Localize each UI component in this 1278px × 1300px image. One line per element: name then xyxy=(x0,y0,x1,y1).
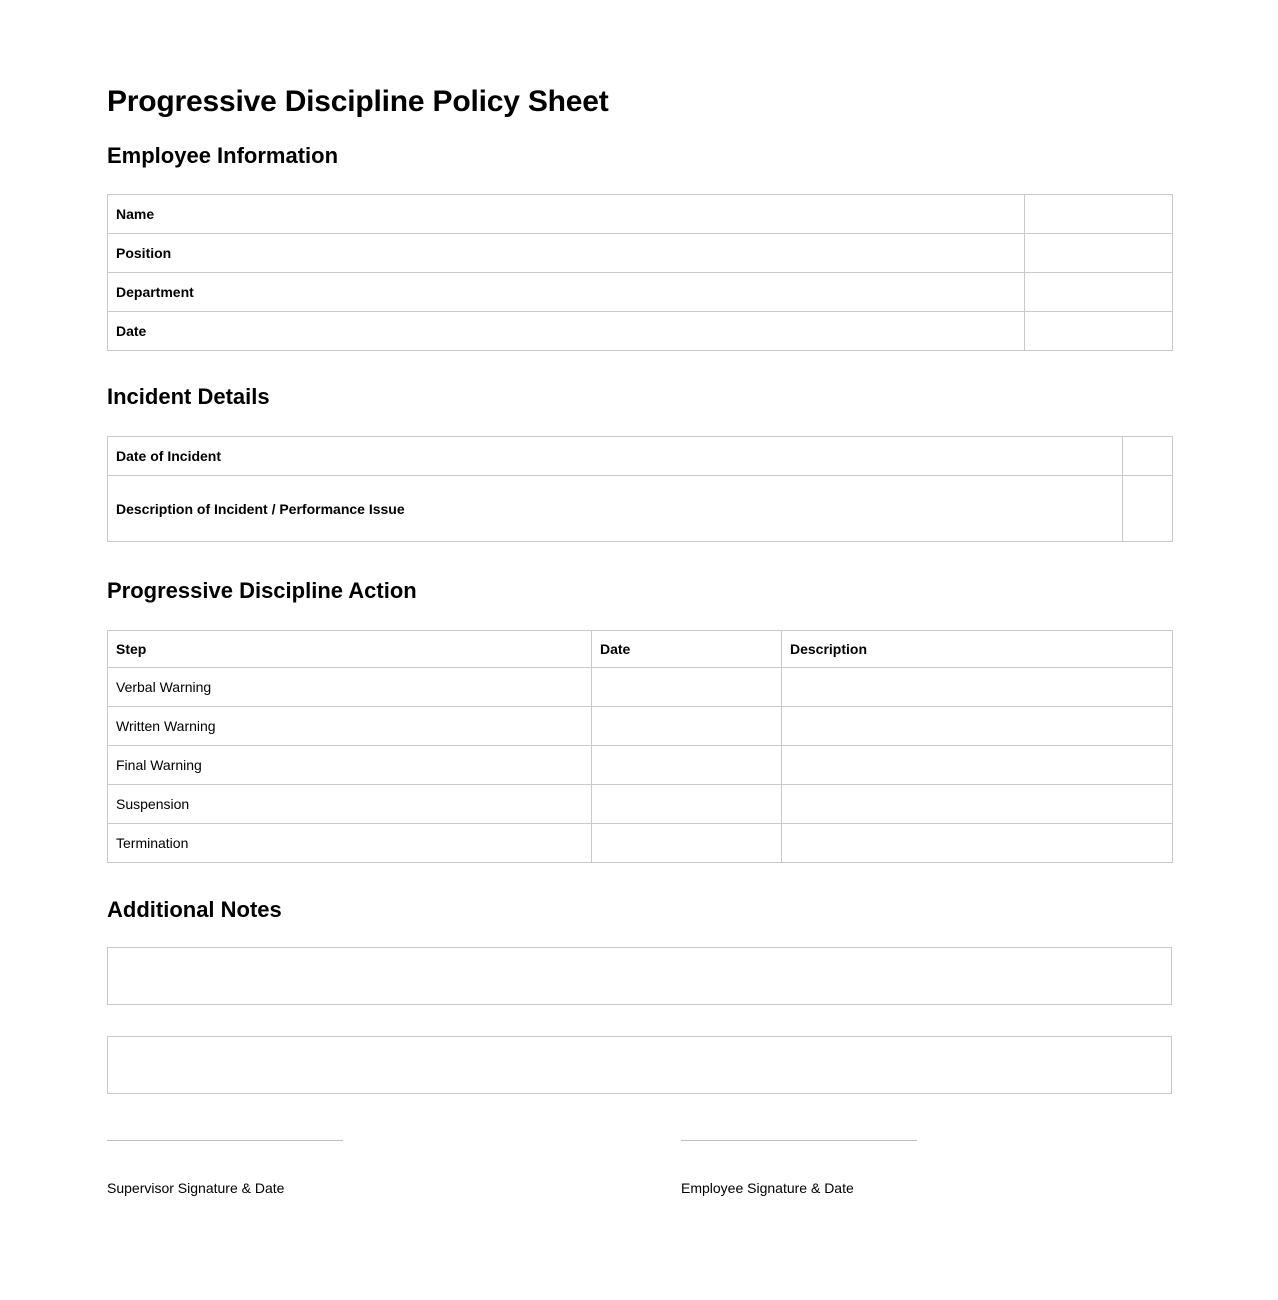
discipline-step-written-warning: Written Warning xyxy=(108,707,592,746)
supervisor-signature-label: Supervisor Signature & Date xyxy=(107,1180,285,1196)
discipline-description-verbal-warning[interactable] xyxy=(782,668,1173,707)
employee-information-section xyxy=(107,143,338,169)
additional-notes-section xyxy=(107,897,282,923)
signature-section xyxy=(107,1140,1172,1220)
discipline-step-suspension: Suspension xyxy=(108,785,592,824)
discipline-action-table xyxy=(107,630,1173,863)
additional-notes-box-1[interactable] xyxy=(107,947,1172,1005)
incident-description-value[interactable] xyxy=(1123,476,1173,542)
discipline-description-written-warning[interactable] xyxy=(782,707,1173,746)
table-row xyxy=(108,312,1173,351)
discipline-date-termination[interactable] xyxy=(592,824,782,863)
column-header-step: Step xyxy=(108,631,592,668)
discipline-step-final-warning: Final Warning xyxy=(108,746,592,785)
additional-notes-box-2[interactable] xyxy=(107,1036,1172,1094)
discipline-date-written-warning[interactable] xyxy=(592,707,782,746)
discipline-action-section xyxy=(107,578,417,604)
employee-information-table xyxy=(107,194,1173,351)
employee-signature-label: Employee Signature & Date xyxy=(681,1180,854,1196)
discipline-action-table-wrap xyxy=(107,630,1173,863)
discipline-step-termination: Termination xyxy=(108,824,592,863)
table-row xyxy=(108,746,1173,785)
incident-description-label: Description of Incident / Performance Issue xyxy=(108,476,1123,542)
discipline-description-termination[interactable] xyxy=(782,824,1173,863)
supervisor-signature-block xyxy=(107,1140,343,1197)
table-row xyxy=(108,824,1173,863)
employee-department-label: Department xyxy=(108,273,1025,312)
table-row xyxy=(108,437,1173,476)
discipline-description-suspension[interactable] xyxy=(782,785,1173,824)
section-heading-discipline-action: Progressive Discipline Action xyxy=(107,578,417,603)
discipline-step-verbal-warning: Verbal Warning xyxy=(108,668,592,707)
employee-date-label: Date xyxy=(108,312,1025,351)
table-row xyxy=(108,476,1173,542)
section-heading-additional-notes: Additional Notes xyxy=(107,897,282,922)
incident-date-label: Date of Incident xyxy=(108,437,1123,476)
employee-date-value[interactable] xyxy=(1025,312,1173,351)
table-row xyxy=(108,668,1173,707)
employee-name-value[interactable] xyxy=(1025,195,1173,234)
incident-details-section xyxy=(107,384,270,410)
table-row xyxy=(108,195,1173,234)
table-row xyxy=(108,234,1173,273)
employee-position-label: Position xyxy=(108,234,1025,273)
table-row xyxy=(108,707,1173,746)
employee-signature-block xyxy=(681,1140,917,1197)
page-title: Progressive Discipline Policy Sheet xyxy=(107,85,609,118)
section-heading-employee-information: Employee Information xyxy=(107,143,339,168)
discipline-description-final-warning[interactable] xyxy=(782,746,1173,785)
employee-signature-line[interactable] xyxy=(681,1140,917,1141)
table-header-row xyxy=(108,631,1173,668)
incident-date-value[interactable] xyxy=(1123,437,1173,476)
incident-details-table xyxy=(107,436,1173,542)
table-row xyxy=(108,273,1173,312)
employee-name-label: Name xyxy=(108,195,1025,234)
discipline-date-verbal-warning[interactable] xyxy=(592,668,782,707)
column-header-description: Description xyxy=(782,631,1173,668)
section-heading-incident-details: Incident Details xyxy=(107,384,270,409)
employee-position-value[interactable] xyxy=(1025,234,1173,273)
employee-department-value[interactable] xyxy=(1025,273,1173,312)
table-row xyxy=(108,785,1173,824)
incident-details-table-wrap xyxy=(107,436,1173,542)
discipline-date-final-warning[interactable] xyxy=(592,746,782,785)
column-header-date: Date xyxy=(592,631,782,668)
supervisor-signature-line[interactable] xyxy=(107,1140,343,1141)
discipline-date-suspension[interactable] xyxy=(592,785,782,824)
additional-notes-box-2-wrap xyxy=(107,1036,1172,1094)
employee-information-table-wrap xyxy=(107,194,1173,351)
additional-notes-box-1-wrap xyxy=(107,947,1172,1005)
